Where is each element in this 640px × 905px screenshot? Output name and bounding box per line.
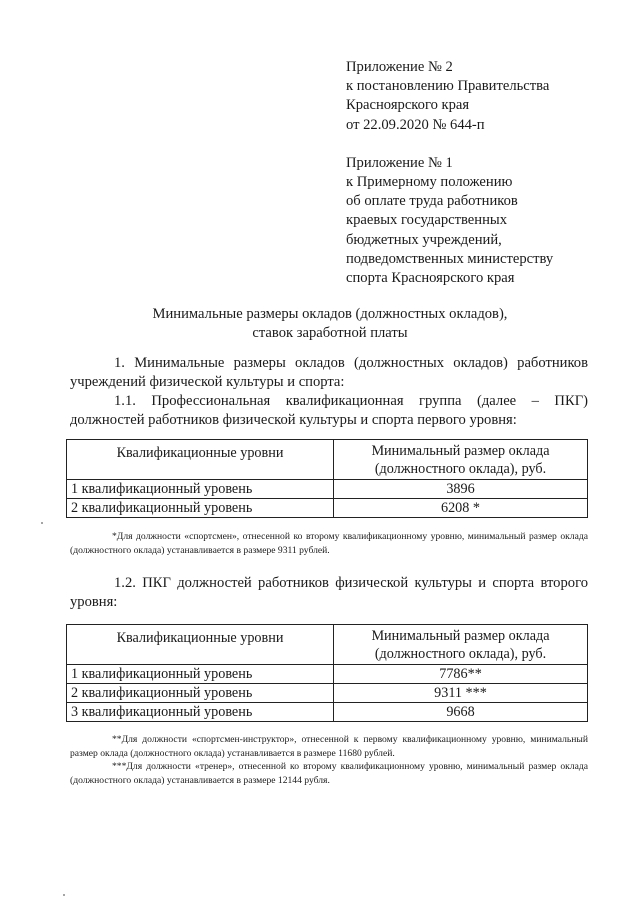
title-line-2: ставок заработной платы	[252, 325, 408, 341]
appendix-line: к постановлению Правительства	[346, 78, 550, 95]
appendix-line: Приложение № 2	[346, 59, 453, 75]
level-cell: 3 квалификационный уровень	[67, 703, 334, 722]
salary-table-level-2	[66, 624, 588, 722]
value-cell: 7786**	[334, 665, 588, 684]
table-header-row	[67, 625, 588, 665]
appendix-line: подведомственных министерству	[346, 250, 554, 267]
section-1-1	[70, 392, 588, 430]
salary-table-level-1	[66, 439, 588, 518]
appendix-line: бюджетных учреждений,	[346, 231, 502, 248]
appendix-line: об оплате труда работников	[346, 193, 518, 210]
header-min-salary: Минимальный размер оклада (должностного оклада), руб.	[334, 625, 588, 665]
section-1-1-text: 1.1. Профессиональная квалификационная группа (далее – ПКГ) должностей работников физической культуры и спорта первого уровня:	[70, 393, 588, 428]
appendix-block	[346, 58, 553, 288]
level-cell: 2 квалификационный уровень	[67, 684, 334, 703]
document-title	[70, 305, 590, 343]
section-1-intro	[70, 354, 588, 392]
appendix-gap	[346, 135, 553, 154]
section-1-2	[70, 574, 588, 612]
table-row	[67, 480, 588, 499]
appendix-line: краевых государственных	[346, 212, 507, 229]
appendix-line: Приложение № 1	[346, 154, 453, 171]
header-min-salary: Минимальный размер оклада (должностного оклада), руб.	[334, 440, 588, 480]
footnote-1-text: *Для должности «спортсмен», отнесенной ко второму квалификационному уровню, минимальный размер оклада (должностного оклада) устанавливается в размере 9311 рублей.	[70, 531, 588, 556]
appendix-line: к Примерному положению	[346, 174, 513, 191]
footnote-1	[70, 530, 588, 558]
value-cell: 6208 *	[334, 499, 588, 518]
section-1-2-text: 1.2. ПКГ должностей работников физической культуры и спорта второго уровня:	[70, 575, 588, 610]
table-row	[67, 499, 588, 518]
appendix-line: от 22.09.2020 № 644-п	[346, 116, 485, 133]
appendix-line: Красноярского края	[346, 97, 470, 114]
table-row	[67, 684, 588, 703]
title-line-1: Минимальные размеры окладов (должностных окладов),	[152, 306, 508, 322]
footnote-3	[70, 760, 588, 788]
table-row	[67, 703, 588, 722]
level-cell: 2 квалификационный уровень	[67, 499, 334, 518]
value-cell: 3896	[334, 480, 588, 499]
footnote-3-text: ***Для должности «тренер», отнесенной ко второму квалификационному уровню, минимальный размер оклада (должностного оклада) устанавливается в размере 12144 рубля.	[70, 761, 588, 786]
header-qualification-levels: Квалификационные уровни	[67, 440, 334, 480]
table-row	[67, 665, 588, 684]
value-cell: 9311 ***	[334, 684, 588, 703]
level-cell: 1 квалификационный уровень	[67, 480, 334, 499]
section-1-intro-text: 1. Минимальные размеры окладов (должностных окладов) работников учреждений физической культуры и спорта:	[70, 355, 588, 390]
level-cell: 1 квалификационный уровень	[67, 665, 334, 684]
scan-speck	[63, 894, 65, 896]
appendix-line: спорта Красноярского края	[346, 270, 515, 287]
header-qualification-levels: Квалификационные уровни	[67, 625, 334, 665]
footnote-2-text: **Для должности «спортсмен-инструктор», отнесенной к первому квалификационному уровню, минимальный размер оклада (должностного оклада) устанавливается в размере 11680 рублей.	[70, 734, 588, 759]
footnote-2	[70, 733, 588, 761]
value-cell: 9668	[334, 703, 588, 722]
scan-speck	[41, 522, 43, 524]
table-header-row	[67, 440, 588, 480]
